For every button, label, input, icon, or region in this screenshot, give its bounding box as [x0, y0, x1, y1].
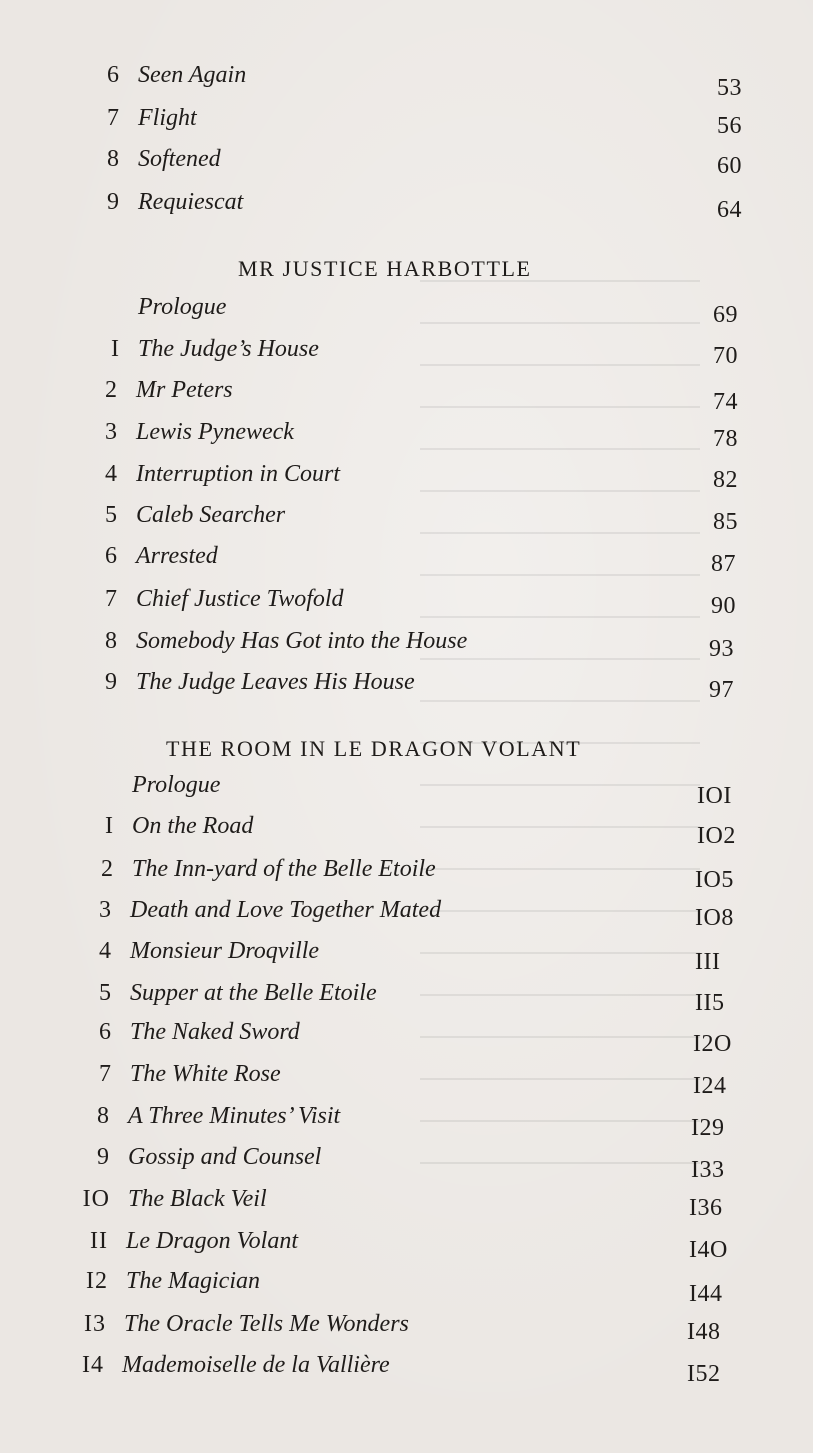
chapter-number: 9 [97, 1144, 110, 1170]
page-number: I2O [693, 1031, 732, 1057]
chapter-number: 9 [105, 669, 118, 695]
chapter-title: Chief Justice Twofold [136, 586, 344, 612]
page-number: 78 [713, 426, 738, 452]
page-number: 85 [713, 509, 738, 535]
chapter-title: Somebody Has Got into the House [136, 628, 468, 654]
chapter-number: 7 [107, 105, 120, 131]
chapter-title: Softened [138, 146, 221, 172]
chapter-number: I2 [86, 1268, 108, 1294]
section-heading: THE ROOM IN LE DRAGON VOLANT [166, 736, 582, 761]
chapter-number: I [111, 336, 120, 362]
chapter-number: 2 [101, 856, 114, 882]
chapter-title: Prologue [132, 772, 221, 798]
chapter-number: 8 [107, 146, 120, 172]
chapter-number: II [90, 1228, 108, 1254]
section-heading: MR JUSTICE HARBOTTLE [238, 256, 532, 281]
page-number: 56 [717, 113, 742, 139]
chapter-number: 5 [105, 502, 118, 528]
page-number: 53 [717, 75, 742, 101]
chapter-number: 9 [107, 189, 120, 215]
chapter-number: IO [82, 1186, 110, 1212]
page-number: II5 [695, 990, 725, 1016]
chapter-title: The Inn-yard of the Belle Etoile [132, 856, 436, 882]
chapter-number: 8 [105, 628, 118, 654]
chapter-number: 8 [97, 1103, 110, 1129]
chapter-number: 7 [105, 586, 118, 612]
page-number: 93 [709, 636, 734, 662]
chapter-title: Le Dragon Volant [126, 1228, 299, 1254]
page-number: 60 [717, 153, 742, 179]
page-number: I4O [689, 1237, 728, 1263]
chapter-number: 6 [105, 543, 118, 569]
chapter-number: 3 [105, 419, 118, 445]
page-number: IO5 [695, 867, 734, 893]
chapter-title: Gossip and Counsel [128, 1144, 322, 1170]
page-number: 69 [713, 302, 738, 328]
chapter-title: A Three Minutes’ Visit [128, 1103, 341, 1129]
chapter-title: The Oracle Tells Me Wonders [124, 1311, 409, 1337]
chapter-title: Mr Peters [136, 377, 233, 403]
chapter-title: On the Road [132, 813, 254, 839]
chapter-number: I4 [82, 1352, 104, 1378]
chapter-title: The Black Veil [128, 1186, 267, 1212]
chapter-title: Arrested [136, 543, 218, 569]
page-number: I33 [691, 1157, 725, 1183]
chapter-title: Prologue [138, 294, 227, 320]
chapter-title: The Magician [126, 1268, 260, 1294]
page-number: 70 [713, 343, 738, 369]
page-number: IO8 [695, 905, 734, 931]
page-number: 82 [713, 467, 738, 493]
page-number: IO2 [697, 823, 736, 849]
chapter-number: I3 [84, 1311, 106, 1337]
chapter-title: Flight [138, 105, 197, 131]
chapter-title: The Naked Sword [130, 1019, 300, 1045]
page-number: I29 [691, 1115, 725, 1141]
chapter-number: 4 [99, 938, 112, 964]
chapter-title: Mademoiselle de la Vallière [122, 1352, 390, 1378]
page-number: I52 [687, 1361, 721, 1387]
page-number: I36 [689, 1195, 723, 1221]
chapter-number: 6 [99, 1019, 112, 1045]
chapter-title: The Judge Leaves His House [136, 669, 415, 695]
chapter-number: 3 [99, 897, 112, 923]
chapter-number: I [105, 813, 114, 839]
chapter-title: Monsieur Droqville [130, 938, 320, 964]
chapter-number: 7 [99, 1061, 112, 1087]
chapter-number: 5 [99, 980, 112, 1006]
page-number: 87 [711, 551, 736, 577]
page-number: IOI [697, 783, 732, 809]
page-number: 64 [717, 197, 742, 223]
chapter-number: 6 [107, 62, 120, 88]
page-number: I48 [687, 1319, 721, 1345]
chapter-title: Lewis Pyneweck [136, 419, 294, 445]
page-number: 74 [713, 389, 738, 415]
chapter-title: Interruption in Court [136, 461, 341, 487]
page-number: III [695, 949, 721, 975]
chapter-number: 4 [105, 461, 118, 487]
chapter-title: Death and Love Together Mated [130, 897, 442, 923]
page-number: 97 [709, 677, 734, 703]
show-through-text [420, 280, 700, 1180]
chapter-title: Requiescat [138, 189, 244, 215]
chapter-title: The Judge’s House [138, 336, 319, 362]
page-number: I44 [689, 1281, 723, 1307]
page-number: I24 [693, 1073, 727, 1099]
chapter-title: The White Rose [130, 1061, 281, 1087]
chapter-number: 2 [105, 377, 118, 403]
chapter-title: Seen Again [138, 62, 247, 88]
chapter-title: Supper at the Belle Etoile [130, 980, 377, 1006]
page-number: 90 [711, 593, 736, 619]
chapter-title: Caleb Searcher [136, 502, 286, 528]
